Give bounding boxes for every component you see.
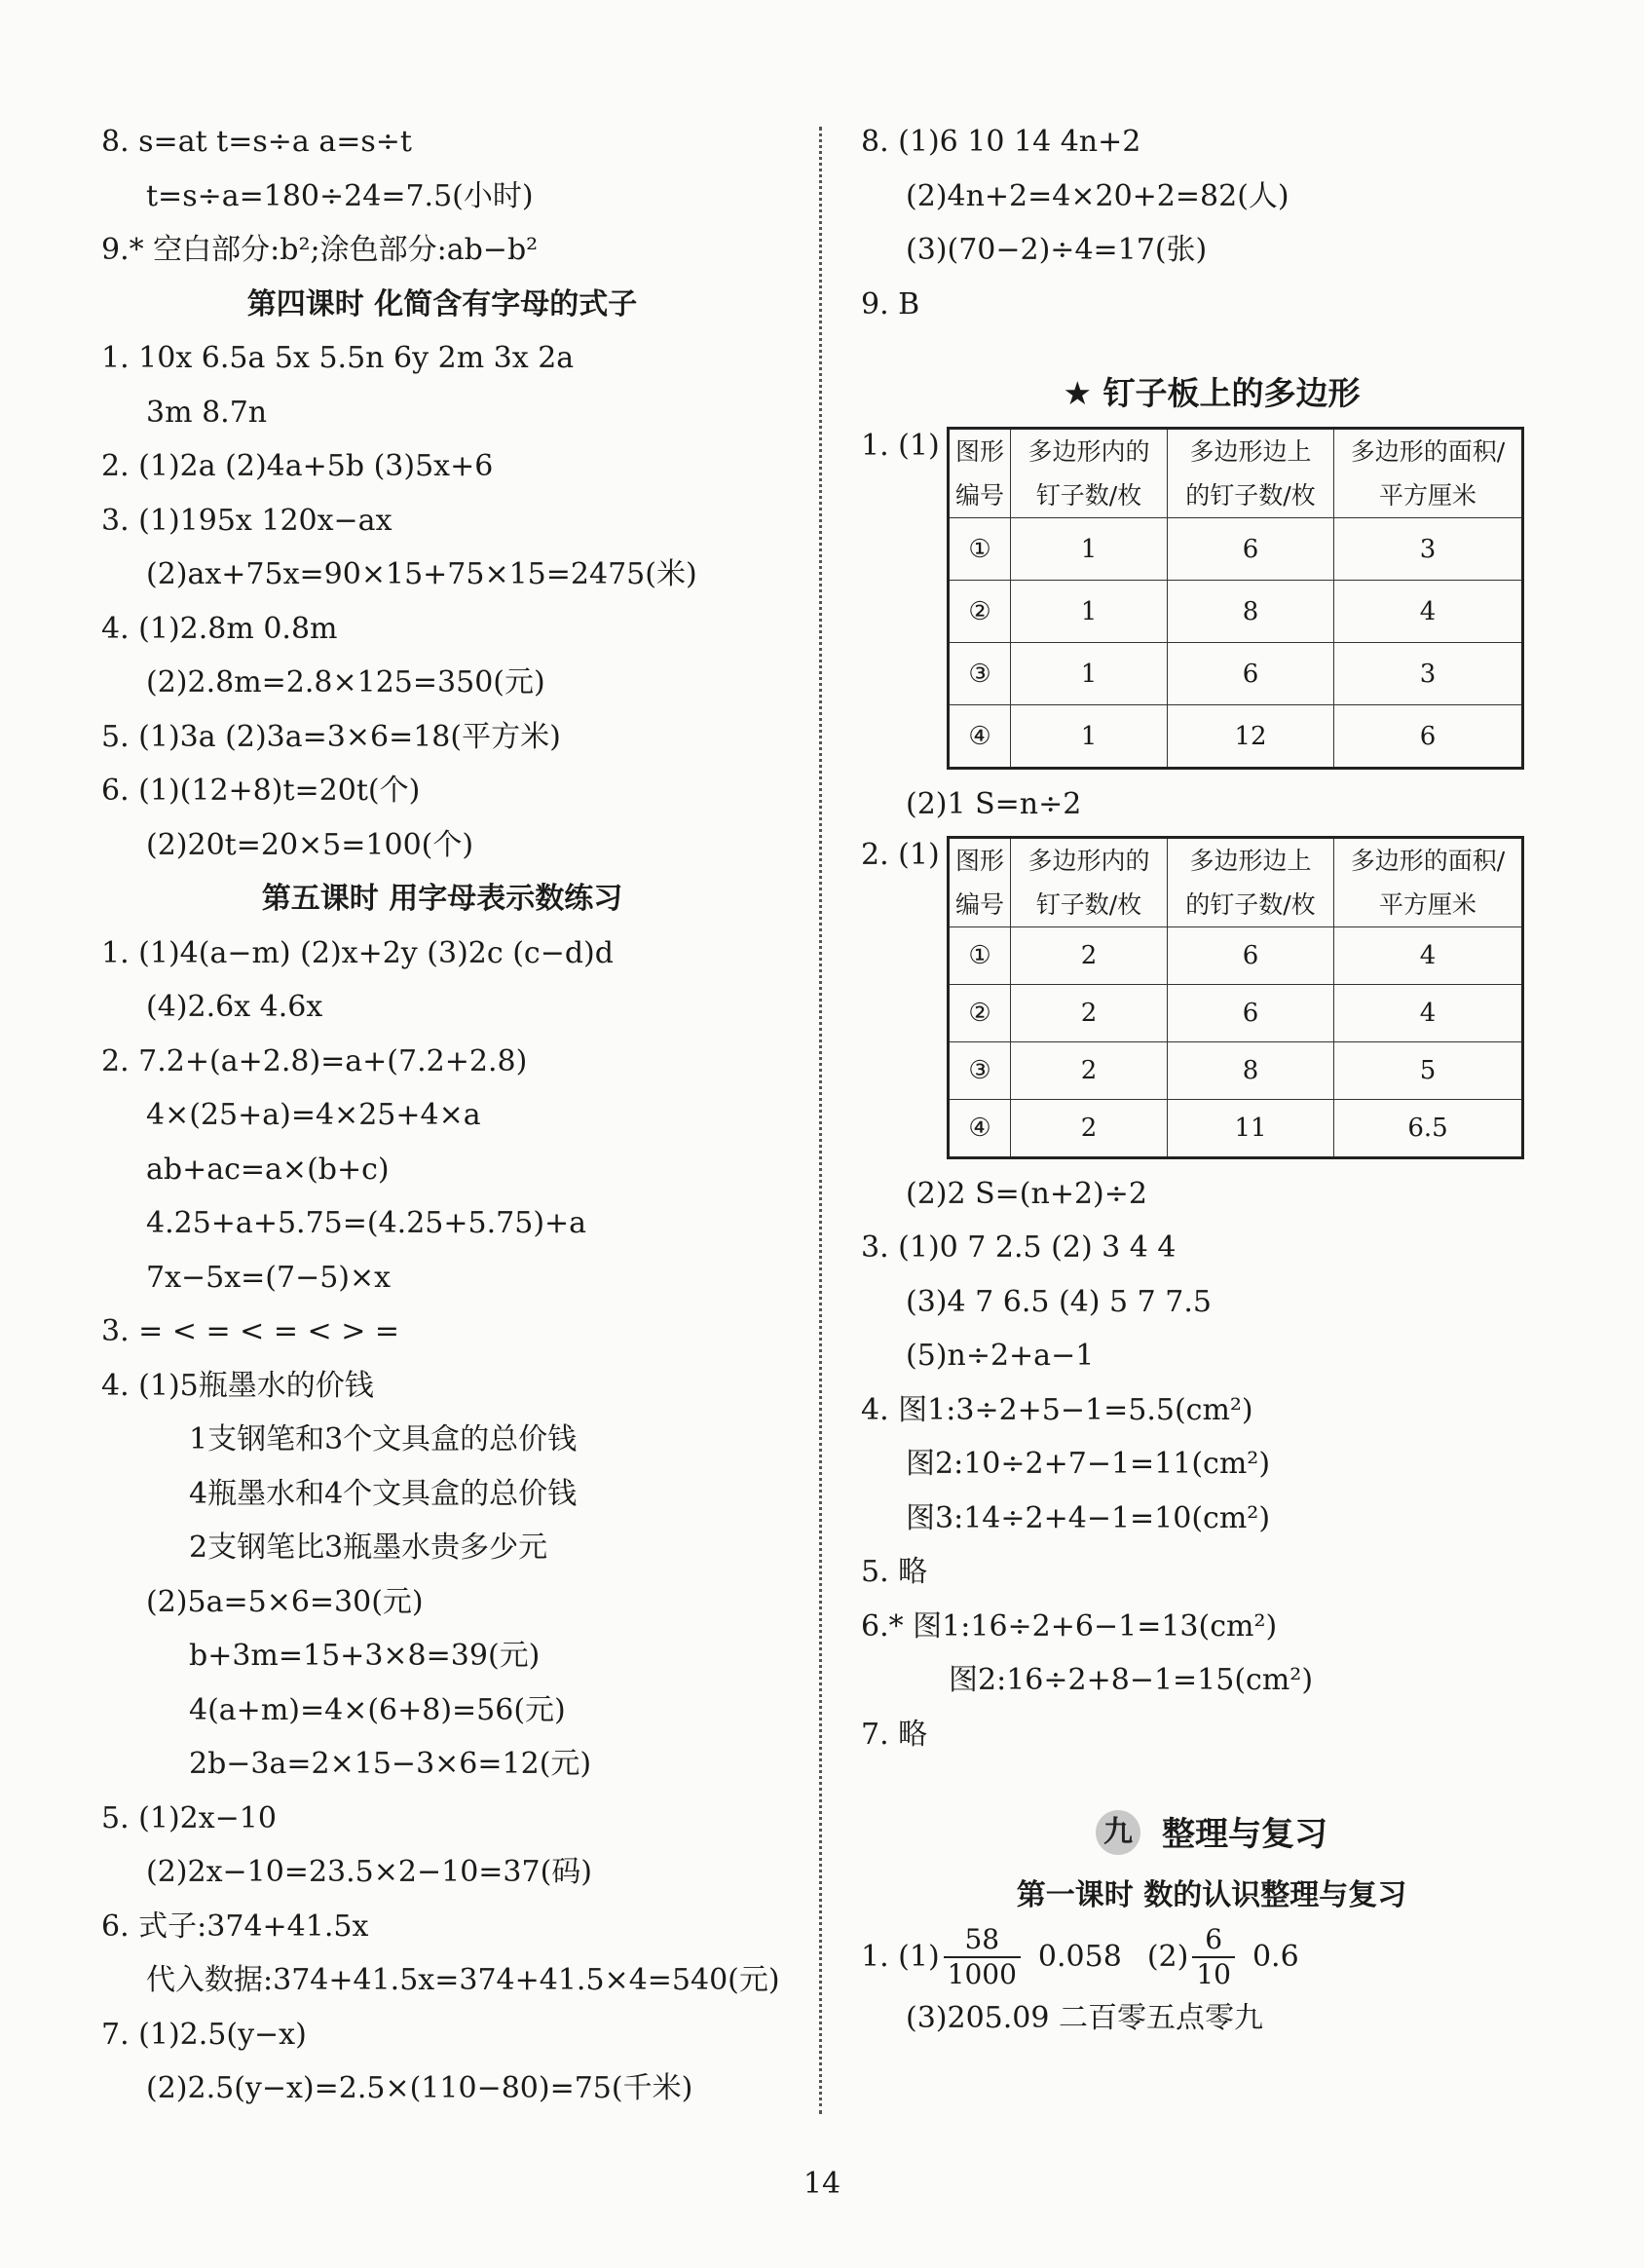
answer-line: (4)2.6x 4.6x: [146, 990, 323, 1024]
table-cell: 12: [1168, 705, 1334, 769]
answer-line: 图3:14÷2+4−1=10(cm²): [906, 1500, 1271, 1535]
answer-line: ab+ac=a×(b+c): [146, 1152, 390, 1187]
table-cell: ③: [949, 643, 1011, 705]
page-number: 14: [803, 2167, 841, 2201]
final-q1-part3: (3)205.09 二百零五点零九: [906, 2000, 1264, 2035]
right-top-lines: [861, 115, 1562, 331]
column-divider: [819, 127, 822, 2114]
answer-line: 7x−5x=(7−5)×x: [146, 1260, 392, 1295]
nail-board-table-2: [947, 836, 1524, 1159]
answer-line: (3)(70−2)÷4=17(张): [906, 233, 1208, 267]
answer-line: 8. s=at t=s÷a a=s÷t: [101, 125, 412, 159]
answer-line: 6.* 图1:16÷2+6−1=13(cm²): [861, 1608, 1278, 1644]
table-cell: 2: [1011, 1041, 1168, 1099]
table-cell: 5: [1334, 1041, 1523, 1099]
table-row: [949, 984, 1523, 1041]
fraction-numerator: 6: [1192, 1926, 1235, 1958]
answer-line: (5)n÷2+a−1: [906, 1339, 1095, 1373]
question-1-label: 1. (1): [861, 429, 940, 463]
unit-number-badge: 九: [1096, 1810, 1140, 1855]
table-cell: 2: [1011, 1099, 1168, 1157]
table-cell: 4: [1334, 984, 1523, 1041]
fraction-6-10: [1192, 1922, 1235, 1990]
table-cell: ②: [949, 581, 1011, 643]
table-cell: 4: [1334, 926, 1523, 984]
answer-line: (2)2.5(y−x)=2.5×(110−80)=75(千米): [146, 2071, 693, 2105]
answer-line: 5. 略: [861, 1555, 928, 1589]
table-cell: 4: [1334, 581, 1523, 643]
final-value-1: 0.058: [1037, 1939, 1122, 1974]
lesson-heading: 第四课时 化简含有字母的式子: [246, 286, 638, 321]
table-cell: 2: [1011, 926, 1168, 984]
answer-line: 4.25+a+5.75=(4.25+5.75)+a: [146, 1206, 587, 1240]
answer-line: 3m 8.7n: [146, 395, 268, 430]
answer-line: 1支钢笔和3个文具盒的总价钱: [189, 1422, 578, 1456]
answer-line: 2b−3a=2×15−3×6=12(元): [189, 1747, 592, 1781]
final-question-1: [861, 1923, 1562, 1991]
table-header-cell: 图形 编号: [949, 429, 1011, 518]
answer-line: 4(a+m)=4×(6+8)=56(元): [189, 1692, 566, 1727]
final-q1-part2-label: (2): [1146, 1939, 1189, 1974]
answer-line: 图2:10÷2+7−1=11(cm²): [906, 1447, 1271, 1481]
table-cell: 11: [1168, 1099, 1334, 1157]
question-2: [861, 836, 1562, 1159]
table-cell: 3: [1334, 643, 1523, 705]
answer-line: (2)20t=20×5=100(个): [146, 827, 474, 862]
answer-line: 4. 图1:3÷2+5−1=5.5(cm²): [861, 1392, 1253, 1427]
table-row: [949, 1041, 1523, 1099]
table-cell: ③: [949, 1041, 1011, 1099]
table-header-cell: 多边形边上 的钉子数/枚: [1168, 837, 1334, 926]
table-cell: 6: [1168, 926, 1334, 984]
answer-line: 4. (1)2.8m 0.8m: [101, 611, 338, 646]
answer-line: 4瓶墨水和4个文具盒的总价钱: [189, 1476, 578, 1511]
table-row: [949, 705, 1523, 769]
table-cell: 1: [1011, 643, 1168, 705]
table-cell: 1: [1011, 705, 1168, 769]
answer-line: 1. 10x 6.5a 5x 5.5n 6y 2m 3x 2a: [101, 341, 575, 375]
table-cell: 6.5: [1334, 1099, 1523, 1157]
table-header-cell: 多边形内的 钉子数/枚: [1011, 429, 1168, 518]
answer-line: 6. 式子:374+41.5x: [101, 1909, 369, 1944]
table-cell: 8: [1168, 581, 1334, 643]
table-cell: ①: [949, 926, 1011, 984]
answer-line: 3. (1)0 7 2.5 (2) 3 4 4: [861, 1230, 1177, 1265]
question-1-followup: (2)1 S=n÷2: [906, 787, 1082, 821]
table-cell: 6: [1168, 518, 1334, 581]
answer-line: 图2:16÷2+8−1=15(cm²): [949, 1663, 1314, 1697]
answer-line: 5. (1)3a (2)3a=3×6=18(平方米): [101, 719, 561, 754]
table-header-cell: 多边形边上 的钉子数/枚: [1168, 429, 1334, 518]
table-cell: 3: [1334, 518, 1523, 581]
table-cell: ④: [949, 1099, 1011, 1157]
answer-line: 代入数据:374+41.5x=374+41.5×4=540(元): [146, 1963, 780, 1997]
table-cell: ①: [949, 518, 1011, 581]
lesson-heading: 第五课时 用字母表示数练习: [261, 882, 623, 916]
table-header-cell: 图形 编号: [949, 837, 1011, 926]
table-cell: 6: [1168, 643, 1334, 705]
answer-line: (2)5a=5×6=30(元): [146, 1584, 424, 1619]
table-header-cell: 多边形内的 钉子数/枚: [1011, 837, 1168, 926]
answer-line: 3. (1)195x 120x−ax: [101, 503, 392, 538]
answer-line: 2支钢笔比3瓶墨水贵多少元: [189, 1531, 548, 1565]
final-q1-label: 1. (1): [861, 1939, 940, 1974]
table-cell: ②: [949, 984, 1011, 1041]
answer-line: 4. (1)5瓶墨水的价钱: [101, 1368, 374, 1403]
table-header-cell: 多边形的面积/ 平方厘米: [1334, 429, 1523, 518]
table-row: [949, 518, 1523, 581]
answer-line: 9. B: [861, 286, 920, 321]
final-value-2: 0.6: [1252, 1939, 1299, 1974]
question-1: [861, 427, 1562, 770]
table-row: [949, 1099, 1523, 1157]
answer-line: t=s÷a=180÷24=7.5(小时): [146, 178, 534, 213]
table-row: [949, 643, 1523, 705]
table-cell: 6: [1334, 705, 1523, 769]
answer-line: 3. = < = < = < > =: [101, 1314, 400, 1348]
section-heading-nail-board: ★ 钉子板上的多边形: [1063, 374, 1361, 412]
table-row: [949, 581, 1523, 643]
answer-line: (2)ax+75x=90×15+75×15=2475(米): [146, 557, 697, 591]
answer-line: 6. (1)(12+8)t=20t(个): [101, 774, 421, 808]
fraction-denominator: 1000: [947, 1957, 1017, 1990]
answer-line: 1. (1)4(a−m) (2)x+2y (3)2c (c−d)d: [101, 935, 614, 970]
table-cell: 1: [1011, 581, 1168, 643]
fraction-numerator: 58: [944, 1926, 1021, 1958]
answer-line: (2)2x−10=23.5×2−10=37(码): [146, 1855, 592, 1889]
answer-line: (3)4 7 6.5 (4) 5 7 7.5: [906, 1284, 1212, 1319]
table-header-cell: 多边形的面积/ 平方厘米: [1334, 837, 1523, 926]
question-2-followup: (2)2 S=(n+2)÷2: [906, 1176, 1147, 1211]
table-cell: ④: [949, 705, 1011, 769]
unit-heading: [861, 1800, 1562, 1869]
unit-title: 整理与复习: [1162, 1815, 1327, 1854]
table-cell: 6: [1168, 984, 1334, 1041]
lesson-heading: 第一课时 数的认识整理与复习: [1016, 1878, 1407, 1912]
table-cell: 8: [1168, 1041, 1334, 1099]
fraction-58-1000: [944, 1922, 1021, 1990]
answer-line: 5. (1)2x−10: [101, 1800, 277, 1835]
right-bottom-lines: [861, 1221, 1562, 1761]
answer-line: (2)4n+2=4×20+2=82(人): [906, 178, 1289, 213]
answer-line: (2)2.8m=2.8×125=350(元): [146, 665, 545, 699]
answer-line: b+3m=15+3×8=39(元): [189, 1639, 541, 1673]
right-column: [861, 115, 1562, 2045]
answer-line: 2. 7.2+(a+2.8)=a+(7.2+2.8): [101, 1043, 528, 1078]
table-row: [949, 926, 1523, 984]
answer-line: 7. 略: [861, 1717, 928, 1752]
nail-board-table-1: [947, 427, 1524, 770]
table-cell: 1: [1011, 518, 1168, 581]
answer-line: 2. (1)2a (2)4a+5b (3)5x+6: [101, 449, 494, 483]
answer-line: 9.* 空白部分:b²;涂色部分:ab−b²: [101, 233, 539, 267]
question-2-label: 2. (1): [861, 837, 940, 872]
table-cell: 2: [1011, 984, 1168, 1041]
left-column: [101, 115, 783, 2116]
answer-line: 8. (1)6 10 14 4n+2: [861, 125, 1141, 159]
fraction-denominator: 10: [1196, 1957, 1231, 1990]
answer-line: 4×(25+a)=4×25+4×a: [146, 1098, 481, 1132]
answer-line: 7. (1)2.5(y−x): [101, 2017, 307, 2052]
